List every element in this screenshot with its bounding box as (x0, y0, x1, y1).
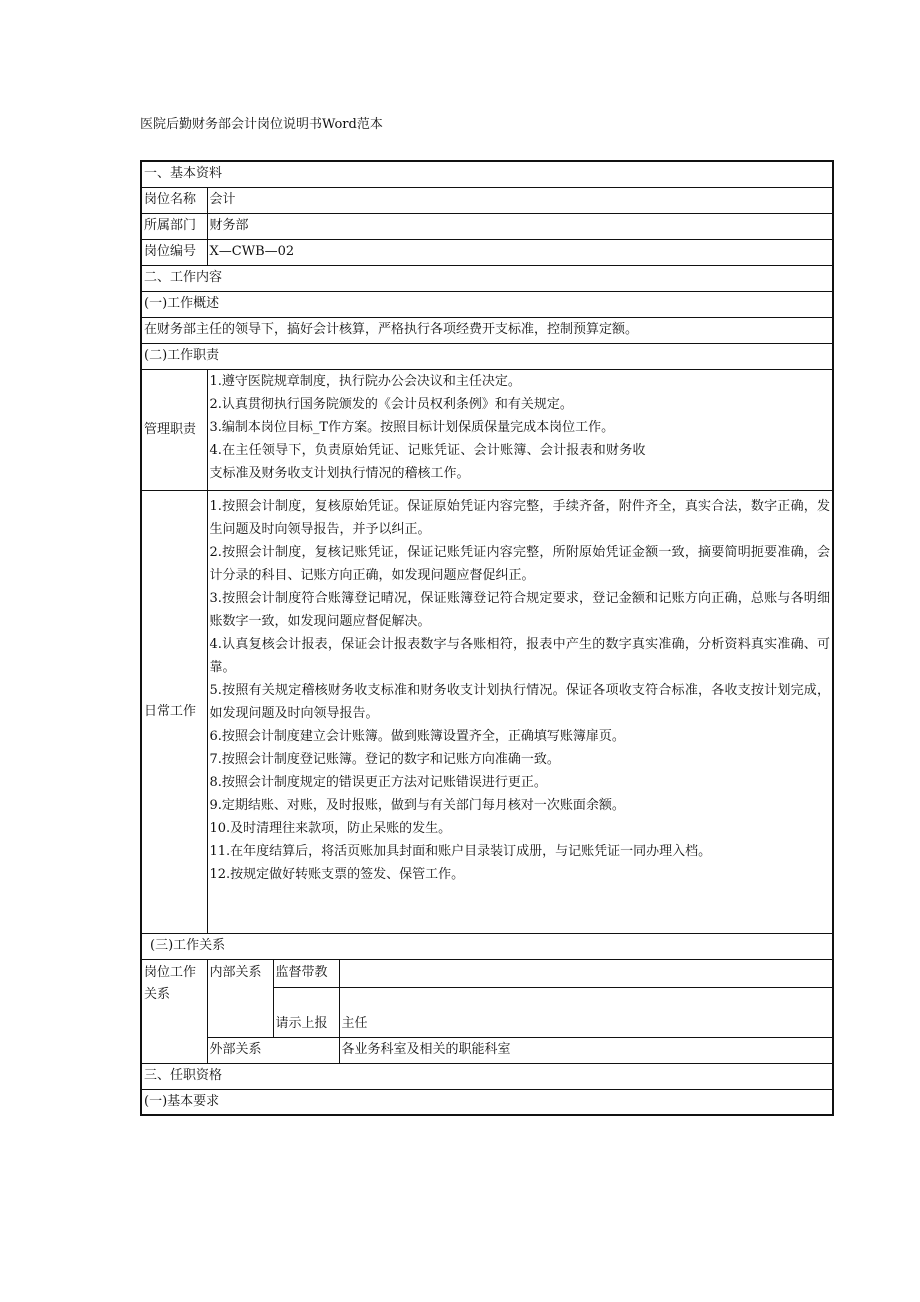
daily-work-item: 12.按规定做好转账支票的签发、保管工作。 (209, 866, 465, 882)
document-title: 医院后勤财务部会计岗位说明书Word范本 (140, 117, 383, 132)
department-label: 所属部门 (141, 213, 207, 239)
blank-spacer (210, 886, 831, 900)
daily-work-item: 4.认真复核会计报表，保证会计报表数字与各账相符，报表中产生的数字真实准确，分析资料真实准确、可靠。 (209, 636, 831, 675)
management-duties-list (207, 369, 833, 490)
report-label: 请示上报 (273, 987, 339, 1037)
relations-row-label: 岗位工作关系 (141, 959, 207, 1063)
overview-text: 在财务部主任的领导下，搞好会计核算，严格执行各项经费开支标准，控制预算定额。 (141, 317, 833, 343)
daily-work-item: 9.定期结账、对账，及时报账，做到与有关部门每月核对一次账面余额。 (209, 797, 625, 813)
duties-heading: (二)工作职责 (141, 343, 833, 369)
daily-work-item: 10.及时清理往来款项，防止呆账的发生。 (209, 820, 452, 836)
external-relations-value: 各业务科室及相关的职能科室 (339, 1037, 833, 1063)
section-basic-info-heading: 一、基本资料 (141, 161, 833, 187)
management-duty-item: 4.在主任领导下，负责原始凭证、记账凭证、会计账簿、会计报表和财务收支标准及财务收支计划执行情况的稽核工作。 (209, 442, 646, 481)
daily-work-item: 3.按照会计制度符合账簿登记晴况，保证账簿登记符合规定要求，登记金额和记账方向正确，总账与各明细账数字一致，如发现问题应督促解决。 (209, 590, 831, 629)
internal-relations-label: 内部关系 (207, 959, 273, 1037)
management-duty-item: 3.编制本岗位目标_T作方案。按照目标计划保质保量完成本岗位工作。 (209, 419, 615, 435)
management-duty-item: 1.遵守医院规章制度，执行院办公会决议和主任决定。 (209, 373, 521, 389)
job-name-value: 会计 (207, 187, 833, 213)
external-relations-label: 外部关系 (207, 1037, 339, 1063)
daily-work-item: 5.按照有关规定稽核财务收支标准和财务收支计划执行情况。保证各项收支符合标准，各收支按计划完成，如发现问题及时向领导报告。 (209, 682, 831, 721)
basic-requirements-heading: (一)基本要求 (141, 1089, 833, 1115)
section-qualifications-heading: 三、任职资格 (141, 1063, 833, 1089)
report-value: 主任 (339, 987, 833, 1037)
relations-heading: (三)工作关系 (141, 933, 833, 959)
daily-work-item: 1.按照会计制度，复核原始凭证。保证原始凭证内容完整，手续齐备，附件齐全，真实合法，数字正确，发生问题及时向领导报告，并予以纠正。 (209, 498, 831, 537)
job-description-table (140, 160, 834, 1116)
daily-work-item: 7.按照会计制度登记账簿。登记的数字和记账方向准确一致。 (209, 751, 560, 767)
overview-heading: (一)工作概述 (141, 291, 833, 317)
daily-work-item: 6.按照会计制度建立会计账簿。做到账簿设置齐全，正确填写账簿扉页。 (209, 728, 625, 744)
daily-work-list (207, 490, 833, 933)
daily-work-item: 11.在年度结算后，将活页账加具封面和账户目录装订成册，与记账凭证一同办理入档。 (209, 843, 712, 859)
job-code-value: X—CWB—02 (207, 239, 833, 265)
daily-work-item: 8.按照会计制度规定的错误更正方法对记账错误进行更正。 (209, 774, 547, 790)
daily-work-item: 2.按照会计制度，复核记账凭证，保证记账凭证内容完整，所附原始凭证金额一致，摘要简明扼要准确，会计分录的科目、记账方向正确，如发现问题应督促纠正。 (209, 544, 831, 583)
section-work-content-heading: 二、工作内容 (141, 265, 833, 291)
department-value: 财务部 (207, 213, 833, 239)
job-name-label: 岗位名称 (141, 187, 207, 213)
supervise-value (339, 959, 833, 987)
job-code-label: 岗位编号 (141, 239, 207, 265)
daily-work-label: 日常工作 (141, 490, 207, 933)
management-duties-label: 管理职责 (141, 369, 207, 490)
management-duty-item: 2.认真贯彻执行国务院颁发的《会计员权利条例》和有关规定。 (209, 396, 573, 412)
supervise-label: 监督带教 (273, 959, 339, 987)
